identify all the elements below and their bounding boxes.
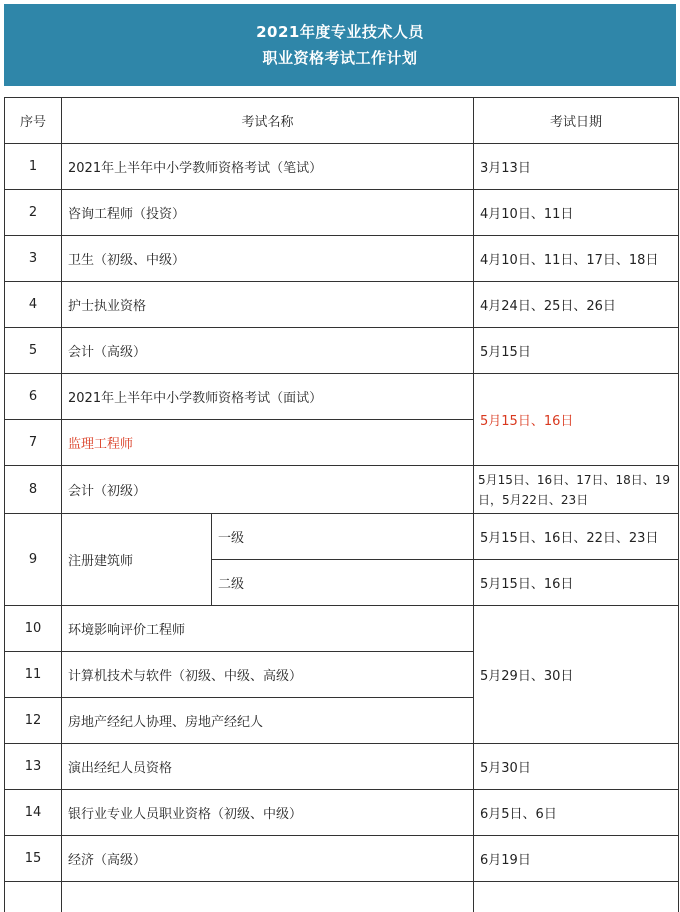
table-row (5, 836, 679, 882)
exam-date: 5月15日、16日、22日、23日 (474, 514, 679, 560)
title-line-2: 职业资格考试工作计划 (4, 45, 676, 71)
exam-date: 4月10日、11日、17日、18日 (474, 236, 679, 282)
exam-name: 2021年上半年中小学教师资格考试（面试） (62, 374, 474, 420)
table-row (5, 514, 679, 560)
exam-date: 4月24日、25日、26日 (474, 282, 679, 328)
exam-date: 5月15日、16日 (474, 560, 679, 606)
header-date: 考试日期 (474, 98, 679, 144)
table-row (5, 236, 679, 282)
row-no: 3 (5, 236, 62, 282)
exam-name: 银行业专业人员职业资格（初级、中级） (62, 790, 474, 836)
row-no: 15 (5, 836, 62, 882)
row-no: 12 (5, 698, 62, 744)
exam-name: 演出经纪人员资格 (62, 744, 474, 790)
header-name: 考试名称 (62, 98, 474, 144)
exam-sub-level: 一级 (212, 514, 474, 560)
exam-name: 经济（高级） (62, 836, 474, 882)
exam-date: 5月15日、16日、17日、18日、19日，5月22日、23日 (474, 466, 679, 514)
exam-name: 咨询工程师（投资） (62, 190, 474, 236)
table-row-cut-off (5, 882, 679, 912)
table-row (5, 744, 679, 790)
header-row (5, 98, 679, 144)
table-row (5, 606, 679, 652)
table-row (5, 144, 679, 190)
row-no: 14 (5, 790, 62, 836)
row-no: 7 (5, 420, 62, 466)
exam-date: 6月5日、6日 (474, 790, 679, 836)
table-row (5, 374, 679, 420)
row-no: 1 (5, 144, 62, 190)
row-no: 2 (5, 190, 62, 236)
exam-name: 护士执业资格 (62, 282, 474, 328)
exam-date: 6月19日 (474, 836, 679, 882)
exam-name: 卫生（初级、中级） (62, 236, 474, 282)
exam-date: 5月29日、30日 (474, 606, 679, 744)
exam-name: 会计（高级） (62, 328, 474, 374)
header-no: 序号 (5, 98, 62, 144)
table-row (5, 466, 679, 514)
exam-date: 5月30日 (474, 744, 679, 790)
exam-date: 3月13日 (474, 144, 679, 190)
row-no: 9 (5, 514, 62, 606)
exam-date-highlight: 5月15日、16日 (474, 374, 679, 466)
row-no: 5 (5, 328, 62, 374)
row-no: 4 (5, 282, 62, 328)
exam-name: 房地产经纪人协理、房地产经纪人 (62, 698, 474, 744)
exam-name: 2021年上半年中小学教师资格考试（笔试） (62, 144, 474, 190)
exam-sub-level: 二级 (212, 560, 474, 606)
row-no: 6 (5, 374, 62, 420)
table-row (5, 790, 679, 836)
exam-date: 4月10日、11日 (474, 190, 679, 236)
table-row (5, 282, 679, 328)
exam-name: 注册建筑师 (62, 514, 212, 606)
table-row (5, 328, 679, 374)
row-no: 8 (5, 466, 62, 514)
exam-name-highlight: 监理工程师 (62, 420, 474, 466)
exam-schedule-table (4, 97, 679, 912)
exam-date: 5月15日 (474, 328, 679, 374)
row-no: 11 (5, 652, 62, 698)
exam-name: 环境影响评价工程师 (62, 606, 474, 652)
table-row (5, 190, 679, 236)
title-banner (4, 4, 676, 86)
exam-name: 会计（初级） (62, 466, 474, 514)
row-no: 10 (5, 606, 62, 652)
exam-name: 计算机技术与软件（初级、中级、高级） (62, 652, 474, 698)
row-no: 13 (5, 744, 62, 790)
title-line-1: 2021年度专业技术人员 (4, 19, 676, 45)
